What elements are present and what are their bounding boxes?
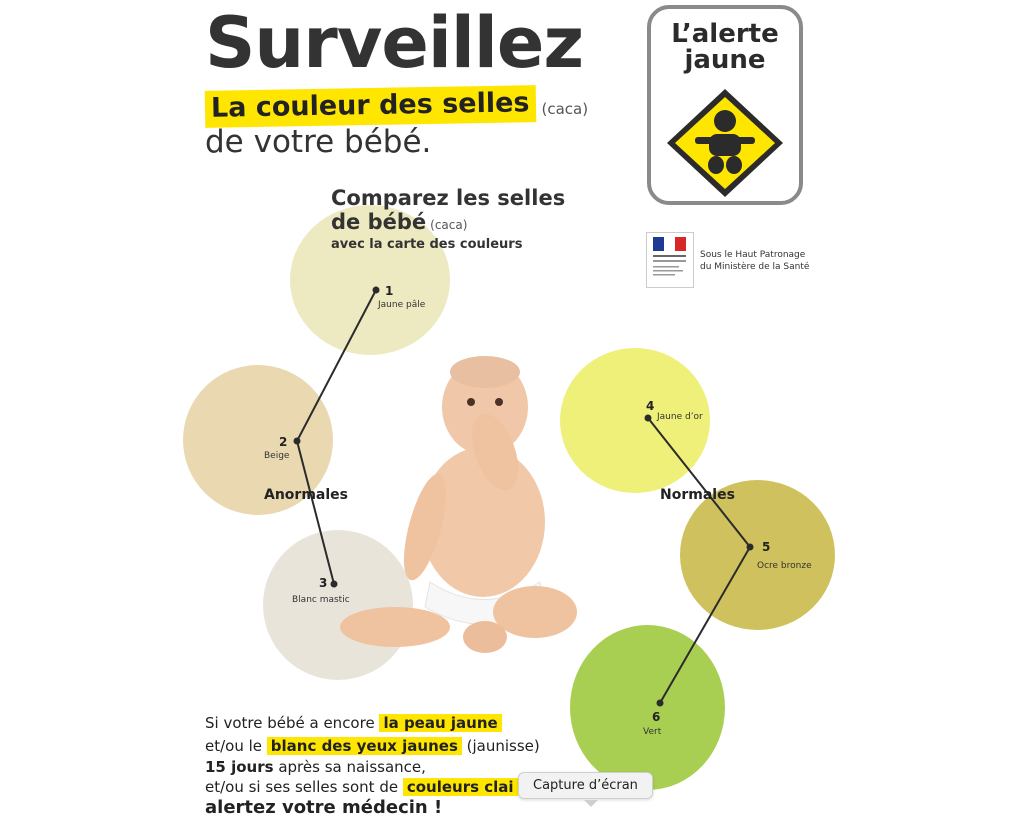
bottom-l2-post: (jaunisse) [461,737,540,755]
color-label-3: Blanc mastic [292,595,350,605]
bottom-l2-highlight: blanc des yeux jaunes [267,737,462,755]
compare-heading-bold: de bébé [331,210,427,234]
bottom-l4-highlight: couleurs clai [403,778,518,796]
screenshot-tooltip: Capture d’écran [518,772,653,799]
baby-photo [335,352,585,662]
compare-heading-line1: Comparez les selles [331,186,566,210]
subtitle-highlight: La couleur des selles [205,85,536,128]
color-number-2: 2 [279,435,288,449]
subtitle-line2: de votre bébé. [205,124,432,160]
color-number-1: 1 [385,284,394,298]
tooltip-arrow [584,800,598,807]
bottom-l1-text: Si votre bébé a encore [205,714,380,732]
ministry-line2: du Ministère de la Santé [700,261,810,272]
group-label-abnormal: Anormales [264,487,348,503]
ministry-line1: Sous le Haut Patronage [700,250,806,260]
color-number-3: 3 [319,576,328,590]
alert-title-line2: jaune [684,45,766,75]
bottom-line-2 [205,737,540,755]
color-label-2: Beige [264,451,290,461]
color-label-5: Ocre bronze [757,561,812,571]
bottom-line-3 [205,758,426,776]
bottom-line-4 [205,778,518,796]
bottom-l4-text: et/ou si ses selles sont de [205,778,403,796]
bottom-l1-highlight: la peau jaune [379,714,501,732]
color-label-1: Jaune pâle [378,300,426,310]
bottom-l3-bold: 15 jours [205,758,274,776]
compare-heading-small: (caca) [430,218,468,232]
color-number-4: 4 [646,399,655,413]
bottom-l3-post: après sa naissance, [273,758,426,776]
group-label-normal: Normales [660,487,735,503]
page-title: Surveillez [205,2,584,84]
color-label-6: Vert [643,727,662,737]
alert-title-line1: L’alerte [671,19,779,49]
bottom-l2-text: et/ou le [205,737,267,755]
compare-heading-line3: avec la carte des couleurs [331,237,523,252]
subtitle-small: (caca) [541,100,589,118]
color-label-4: Jaune d’or [657,412,703,422]
bottom-line-1 [205,714,502,732]
color-number-6: 6 [652,710,661,724]
bottom-line-5: alertez votre médecin ! [205,797,443,818]
color-number-5: 5 [762,540,771,554]
